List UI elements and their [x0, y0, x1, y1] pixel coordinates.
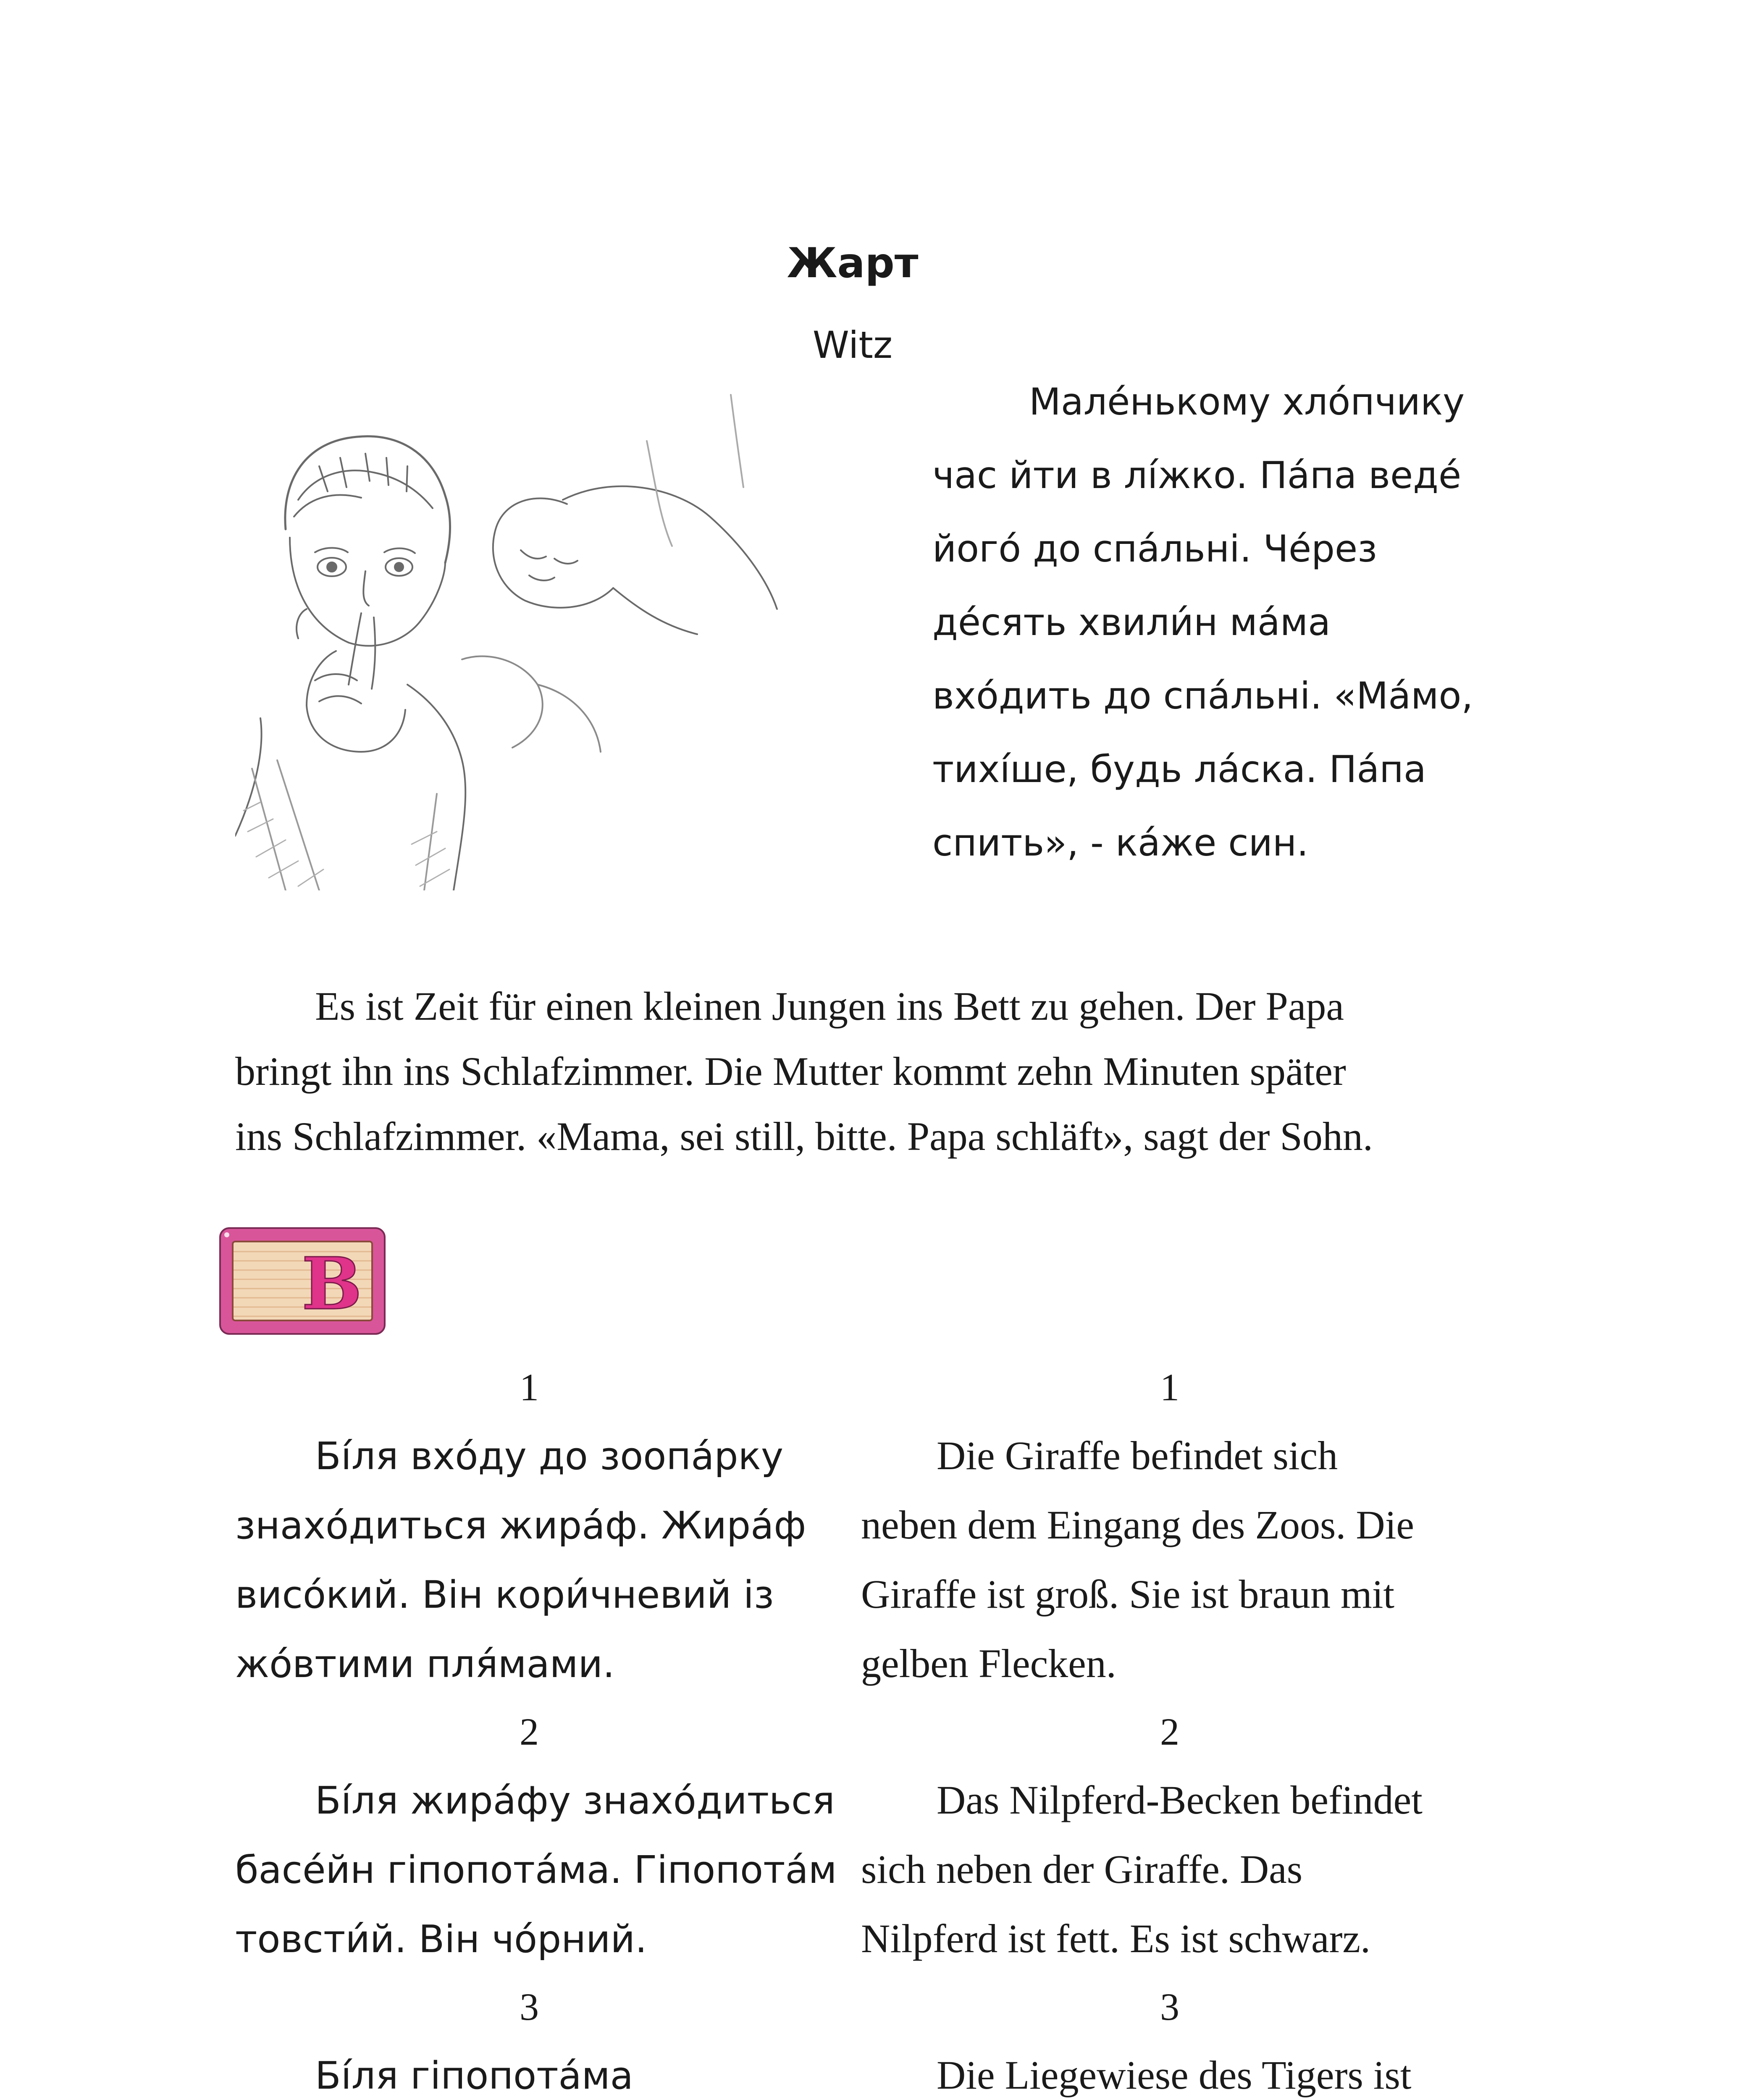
page-title: Жарт: [787, 239, 919, 287]
story-ua-line: час йти в лі́жко. Па́па веде́: [932, 454, 1462, 497]
left-line: жо́втими пля́мами.: [235, 1642, 615, 1686]
story-ua-line: вхо́дить до спа́льні. «Ма́мо,: [932, 674, 1473, 717]
left-line: знахо́диться жира́ф. Жира́ф: [235, 1504, 806, 1548]
story-de-line: bringt ihn ins Schlafzimmer. Die Mutter kommt zehn Minuten später: [235, 1049, 1346, 1094]
story-de-line: Es ist Zeit für einen kleinen Jungen ins Bett zu gehen. Der Papa: [315, 984, 1344, 1029]
right-line: Die Giraffe befindet sich: [937, 1433, 1338, 1478]
right-line: neben dem Eingang des Zoos. Die: [861, 1502, 1414, 1547]
story-ua-line: Мале́нькому хло́пчику: [1029, 380, 1465, 423]
right-line: Nilpferd ist fett. Es ist schwarz.: [861, 1916, 1371, 1961]
story-ua-line: тихі́ше, будь ла́ска. Па́па: [932, 748, 1426, 791]
paragraph-number: 1: [1160, 1366, 1179, 1409]
page-subtitle: Witz: [812, 323, 893, 367]
story-ua-line: спить», - ка́же син.: [932, 821, 1309, 864]
right-line: Die Liegewiese des Tigers ist: [937, 2053, 1412, 2097]
paragraph-number: 2: [520, 1710, 539, 1753]
paragraph-number: 3: [520, 1985, 539, 2028]
left-line: Бі́ля жира́фу знахо́диться: [315, 1779, 835, 1823]
paragraph-number: 3: [1160, 1985, 1179, 2028]
right-line: sich neben der Giraffe. Das: [861, 1847, 1303, 1892]
paragraph-number: 1: [520, 1366, 539, 1409]
right-line: gelben Flecken.: [861, 1641, 1116, 1686]
left-line: Бі́ля вхо́ду до зоопа́рку: [315, 1434, 784, 1478]
left-line: басе́йн гіпопота́ма. Гіпопота́м: [235, 1848, 837, 1892]
left-line: Бі́ля гіпопота́ма: [315, 2054, 633, 2098]
right-line: Giraffe ist groß. Sie ist braun mit: [861, 1572, 1395, 1617]
left-line: товсти́й. Він чо́рний.: [235, 1917, 647, 1961]
section-letter: B: [302, 1242, 362, 1326]
story-ua-line: його́ до спа́льні. Че́рез: [932, 527, 1377, 570]
section-letter-badge: [218, 1226, 386, 1336]
story-de-line: ins Schlafzimmer. «Mama, sei still, bitte. Papa schläft», sagt der Sohn.: [235, 1114, 1373, 1159]
paragraph-number: 2: [1160, 1710, 1179, 1753]
story-ua-line: де́сять хвили́н ма́ма: [932, 601, 1331, 644]
left-line: висо́кий. Він кори́чневий із: [235, 1573, 774, 1617]
right-line: Das Nilpferd-Becken befindet: [937, 1777, 1423, 1822]
sketch-illustration: [235, 391, 924, 890]
